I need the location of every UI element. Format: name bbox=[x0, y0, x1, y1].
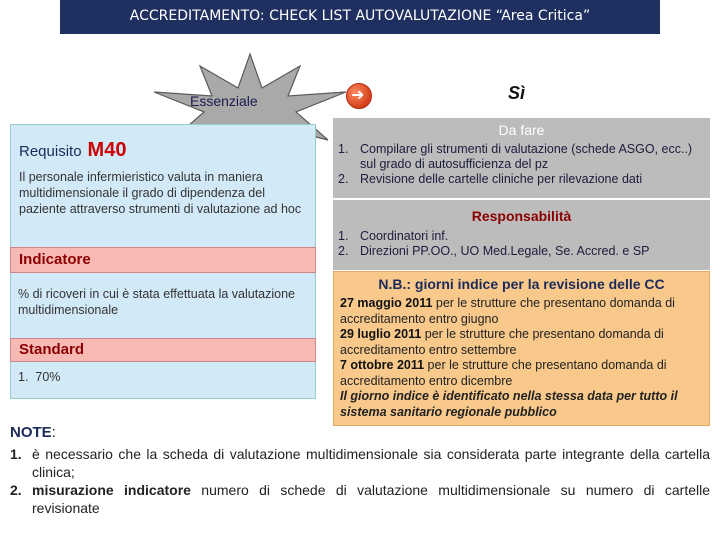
responsibility-title: Responsabilità bbox=[471, 208, 572, 224]
list-item-text: Coordinatori inf. bbox=[360, 229, 449, 243]
list-item bbox=[338, 229, 708, 244]
list-item-num: 2. bbox=[338, 172, 349, 186]
nb-entry-text: per le strutture che presentano domanda di accreditamento entro settembre bbox=[340, 327, 664, 357]
indicator-header bbox=[10, 247, 316, 273]
standard-item-num: 1. bbox=[18, 370, 29, 384]
list-item-num: 2. bbox=[10, 482, 22, 498]
requirement-heading bbox=[19, 139, 126, 162]
notes-title: NOTE: bbox=[10, 424, 56, 441]
nb-entry-text: per le strutture che presentano domanda di accreditamento entro dicembre bbox=[340, 358, 667, 388]
standard-header bbox=[10, 338, 316, 362]
nb-entry-date: 27 maggio 2011 bbox=[340, 296, 433, 310]
nb-entry-text: per le strutture che presentano domanda di accreditamento entro giugno bbox=[340, 296, 675, 326]
requirement-text: Il personale infermieristico valuta in maniera multidimensionale il grado di dipendenza del paziente attraverso strumenti di valutazione ad hoc bbox=[19, 170, 302, 216]
requirement-code: M40 bbox=[87, 139, 127, 161]
nb-footer: Il giorno indice è identificato nella stessa data per tutto il sistema sanitario regionale pubblico bbox=[340, 389, 678, 419]
responsibility-list bbox=[338, 229, 708, 259]
list-item-text: Revisione delle cartelle cliniche per rilevazione dati bbox=[360, 172, 643, 186]
indicator-text: % di ricoveri in cui è stata effettuata la valutazione multidimensionale bbox=[18, 287, 296, 317]
list-item-num: 1. bbox=[338, 142, 349, 156]
note-text: numero di schede di valutazione multidimensionale su numero di cartelle revisionate bbox=[32, 482, 711, 516]
list-item bbox=[10, 445, 710, 481]
nb-title: N.B.: giorni indice per la revisione delle CC bbox=[378, 276, 665, 292]
list-item-num: 1. bbox=[10, 446, 22, 462]
standard-title: Standard bbox=[19, 341, 85, 358]
nb-entry-date: 29 luglio 2011 bbox=[340, 327, 422, 341]
list-item-text: è necessario che la scheda di valutazione multidimensionale sia considerata parte integrante della cartella clinica; bbox=[32, 446, 710, 480]
list-item bbox=[10, 481, 710, 517]
todo-title: Da fare bbox=[498, 122, 545, 138]
standard-item-value: 70% bbox=[35, 370, 61, 384]
answer-label: Sì bbox=[508, 83, 526, 103]
list-item bbox=[338, 172, 708, 187]
arrow-right-button[interactable] bbox=[346, 83, 372, 109]
list-item bbox=[338, 244, 708, 259]
list-item-text: Compilare gli strumenti di valutazione (schede ASGO, ecc..) sul grado di autosufficienza del pz bbox=[360, 142, 693, 171]
list-item-num: 2. bbox=[338, 244, 349, 258]
todo-list bbox=[338, 142, 708, 187]
standard-item bbox=[18, 370, 60, 384]
list-item-text: Direzioni PP.OO., UO Med.Legale, Se. Accred. e SP bbox=[360, 244, 650, 258]
notes-list bbox=[10, 445, 710, 517]
nb-entry bbox=[340, 296, 706, 327]
nb-body bbox=[340, 296, 706, 420]
arrow-right-icon: ➜ bbox=[351, 87, 365, 104]
nb-entry-date: 7 ottobre 2011 bbox=[340, 358, 425, 372]
note-bold-text: misurazione indicatore bbox=[32, 482, 191, 498]
requirement-label: Requisito bbox=[19, 143, 82, 160]
page-title: ACCREDITAMENTO: CHECK LIST AUTOVALUTAZIONE “Area Critica” bbox=[60, 0, 660, 34]
nb-entry bbox=[340, 358, 706, 389]
essential-label: Essenziale bbox=[190, 93, 258, 109]
list-item bbox=[338, 142, 708, 172]
indicator-title: Indicatore bbox=[19, 251, 91, 268]
list-item-text bbox=[32, 481, 710, 517]
nb-entry bbox=[340, 327, 706, 358]
list-item-num: 1. bbox=[338, 229, 349, 243]
